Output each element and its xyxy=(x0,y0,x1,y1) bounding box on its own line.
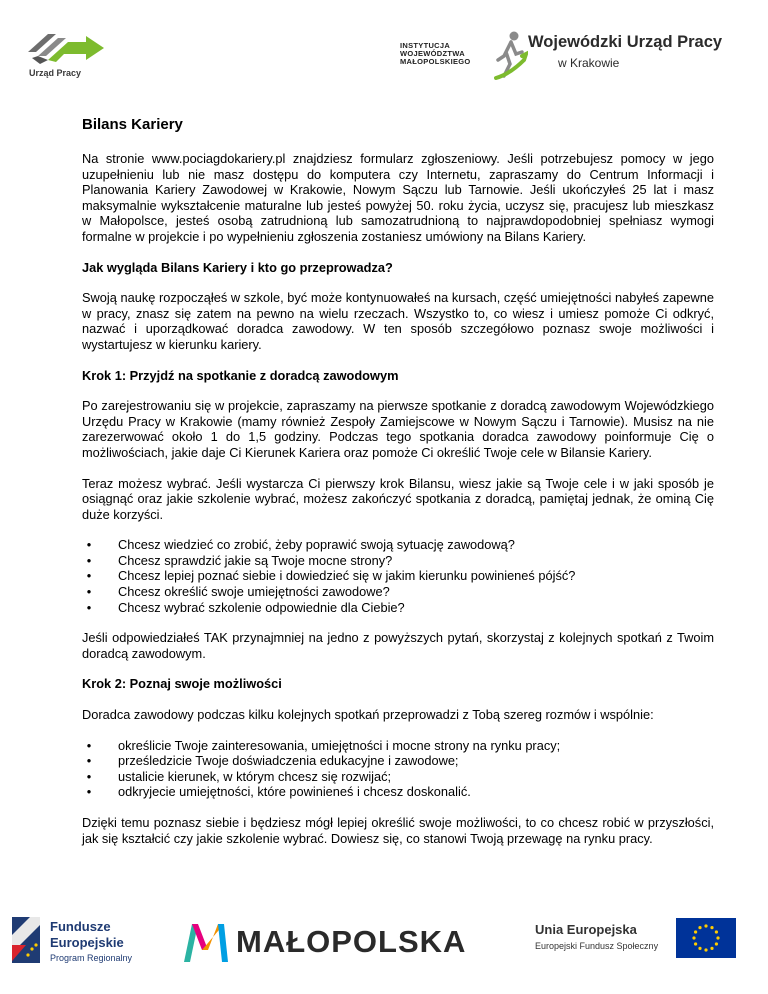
instytucja-line: MAŁOPOLSKIEGO xyxy=(400,57,471,66)
step1-paragraph: Teraz możesz wybrać. Jeśli wystarcza Ci pierwszy krok Bilansu, wiesz jakie są Twoje cele i w jaki sposób je osiągnąć oraz jakie szkolenie wybrać, możesz zakończyć spotkania z doradcą, pamiętaj jednak, że ominą Cię duże korzyści. xyxy=(82,475,714,522)
step1-paragraph: Po zarejestrowaniu się w projekcie, zapraszamy na pierwsze spotkanie z doradcą zawodowym Wojewódzkiego Urzędu Pracy w Krakowie (mamy również Zespoły Zamiejscowe w Nowym Sączu i Tarnowie). Musisz na nie zarezerwować około 1 do 1,5 godziny. Podczas tego spotkania doradca zawodowy poinformuje Cię o możliwościach, jakie daje Ci Kierunek Kariera oraz pomoże Ci określić Twoje cele w Bilansie Kariery. xyxy=(82,398,714,460)
malopolska-wordmark: MAŁOPOLSKA xyxy=(236,924,467,959)
page-footer xyxy=(0,900,768,994)
instytucja-line: WOJEWÓDZTWA xyxy=(400,49,465,58)
eu-stars-icon xyxy=(676,918,736,958)
step2-heading: Krok 2: Poznaj swoje możliwości xyxy=(82,676,282,692)
runner-icon xyxy=(494,30,528,82)
step2-list xyxy=(82,738,714,800)
fe-flag-icon xyxy=(10,915,46,965)
unia-europejska-logo xyxy=(535,922,658,951)
eu-flag-icon xyxy=(676,918,736,958)
fe-line-1: Fundusze xyxy=(50,919,111,934)
page-header xyxy=(0,0,768,100)
section-paragraph: Swoją naukę rozpocząłeś w szkole, być może kontynuowałeś na kursach, część umiejętności nabyłeś zapewne w pracy, znasz się zatem na pewno na wielu rzeczach. Wszystko to, co wiesz i umiesz pomoże Ci odkryć, nazwać i uporządkować doradca zawodowy. W ten sposób szczegółowo poznasz swoje możliwości i wystartujesz w kierunku kariery. xyxy=(82,290,714,352)
fe-line-2: Europejskie xyxy=(50,935,124,950)
list-item: • Chcesz określić swoje umiejętności zawodowe? xyxy=(118,584,714,600)
fe-line-3: Program Regionalny xyxy=(50,953,133,963)
malopolska-logo xyxy=(182,920,492,964)
step1-heading: Krok 1: Przyjdź na spotkanie z doradcą zawodowym xyxy=(82,367,399,383)
list-item: • Chcesz sprawdzić jakie są Twoje mocne strony? xyxy=(118,553,714,569)
wup-title: Wojewódzki Urząd Pracy xyxy=(528,33,723,51)
list-item: • Chcesz wiedzieć co zrobić, żeby poprawić swoją sytuację zawodową? xyxy=(118,537,714,553)
urzad-pracy-arrow-icon xyxy=(26,30,112,70)
malopolska-m-icon xyxy=(182,920,230,964)
list-item: • ustalicie kierunek, w którym chcesz się rozwijać; xyxy=(118,769,714,785)
urzad-pracy-logo xyxy=(26,30,112,82)
document-title: Bilans Kariery xyxy=(82,116,183,133)
section-heading: Jak wygląda Bilans Kariery i kto go przeprowadza? xyxy=(82,259,393,275)
step1-question-list xyxy=(82,537,714,615)
fundusze-europejskie-logo xyxy=(10,915,170,975)
intro-paragraph: Na stronie www.pociagdokariery.pl znajdziesz formularz zgłoszeniowy. Jeśli potrzebujesz pomocy w jego uzupełnieniu lub nie masz dostępu do komputera czy Internetu, zapraszamy do Centrum Informacji i Planowania Kariery Zawodowej w Krakowie, Nowym Sączu lub Tarnowie. Jeśli ukończyłeś 25 lat i masz maksymalnie wykształcenie maturalne lub jesteś powyżej 50. roku życia, uczysz się, pracujesz lub mieszkasz w Małopolsce, jesteś osobą zatrudnioną lub samozatrudnioną to najprawdopodobniej spełniasz wymogi formalne w projekcie i po wypełnieniu zgłoszenia zostaniesz umówiony na Bilans Kariery. xyxy=(82,151,714,244)
wup-logo xyxy=(494,30,754,90)
instytucja-line: INSTYTUCJA xyxy=(400,41,451,50)
list-item: • określicie Twoje zainteresowania, umiejętności i mocne strony na rynku pracy; xyxy=(118,738,714,754)
list-item: • odkryjecie umiejętności, które powinieneś i chcesz doskonalić. xyxy=(118,784,714,800)
step1-paragraph: Jeśli odpowiedziałeś TAK przynajmniej na jedno z powyższych pytań, skorzystaj z kolejnych spotkań z Twoim doradcą zawodowym. xyxy=(82,630,714,661)
list-item: • prześledzicie Twoje doświadczenia edukacyjne i zawodowe; xyxy=(118,753,714,769)
wup-subtitle: w Krakowie xyxy=(558,56,620,70)
step2-paragraph: Dzięki temu poznasz siebie i będziesz mógł lepiej określić swoje możliwości, to co chcesz robić w przyszłości, jak się kształcić czy jakie szkolenie wybrać. Dowiesz się, co stanowi Twoją przewagę na rynku pracy. xyxy=(82,815,714,846)
ue-line-2: Europejski Fundusz Społeczny xyxy=(535,941,659,951)
urzad-pracy-caption: Urząd Pracy xyxy=(29,68,82,78)
list-item: • Chcesz wybrać szkolenie odpowiednie dla Ciebie? xyxy=(118,600,714,616)
document-body xyxy=(82,116,714,861)
list-item: • Chcesz lepiej poznać siebie i dowiedzieć się w jakim kierunku powinieneś pójść? xyxy=(118,568,714,584)
ue-line-1: Unia Europejska xyxy=(535,922,637,937)
instytucja-logo xyxy=(400,42,471,66)
step2-paragraph: Doradca zawodowy podczas kilku kolejnych spotkań przeprowadzi z Tobą szereg rozmów i wspólnie: xyxy=(82,707,654,723)
